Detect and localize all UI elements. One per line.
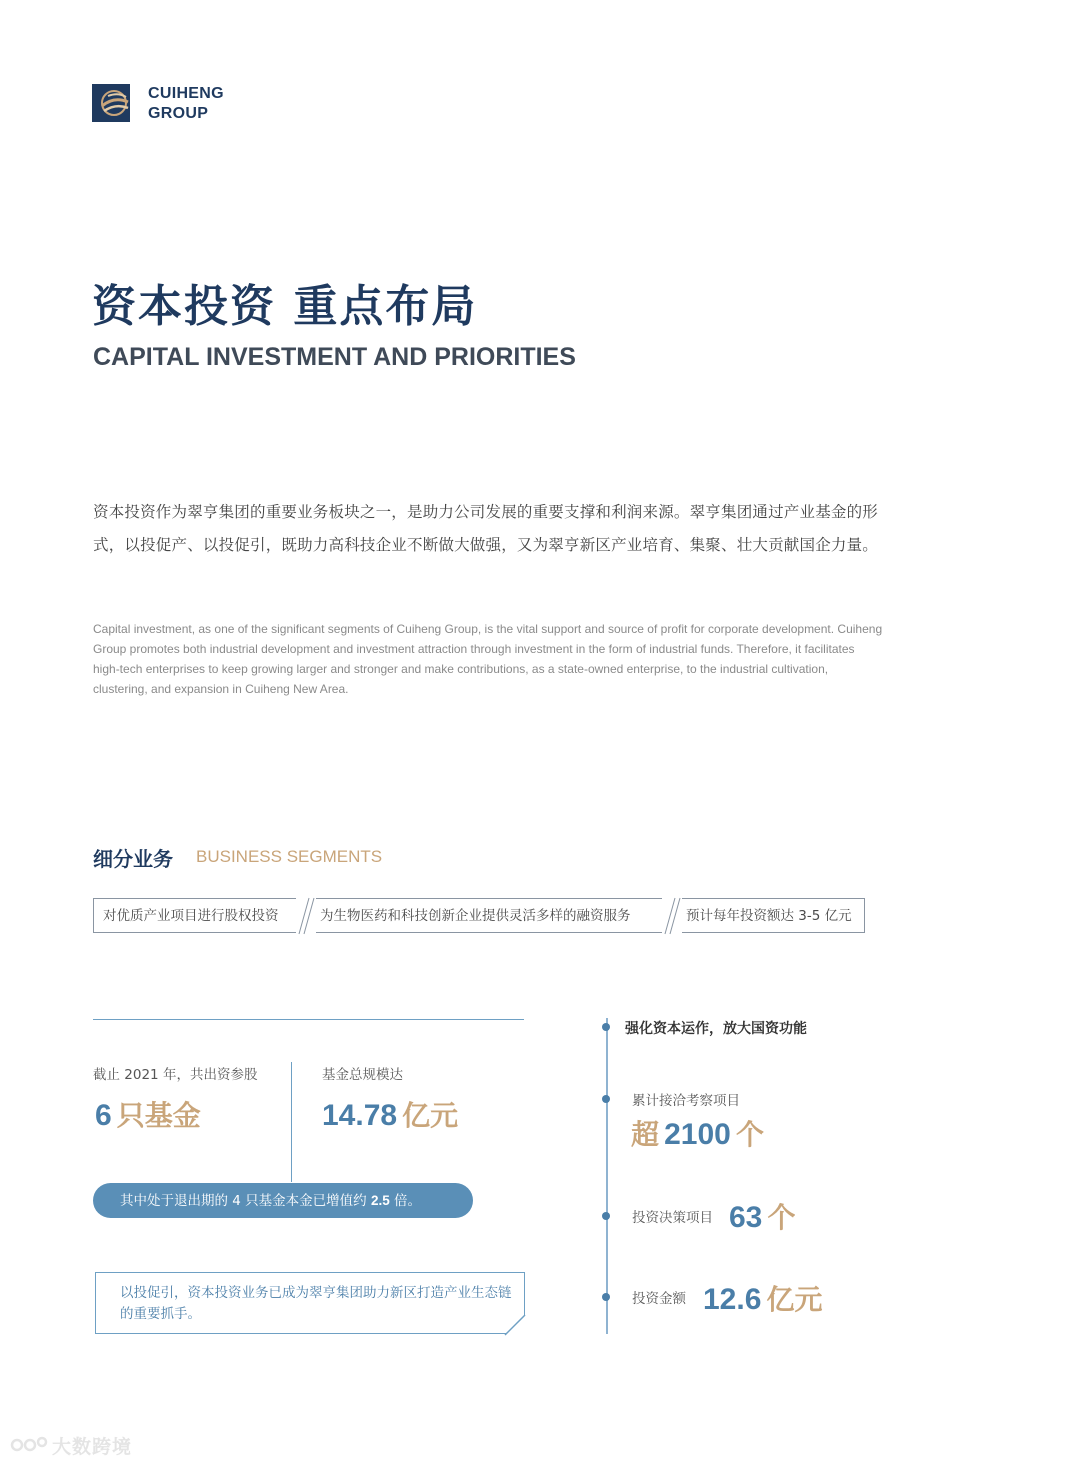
timeline-dot-2 <box>602 1212 610 1220</box>
note-text: 以投促引，资本投资业务已成为翠亨集团助力新区打造产业生态链的重要抓手。 <box>120 1285 512 1322</box>
timeline-unit-3: 亿元 <box>766 1283 823 1316</box>
pill-text-pre: 其中处于退出期的 4 只基金本金已增值约 <box>120 1193 371 1209</box>
funds-label: 截止 2021 年，共出资参股 <box>93 1067 258 1083</box>
timeline-dot-heading <box>602 1023 610 1031</box>
timeline-value-3 <box>703 1278 823 1318</box>
page-title-cn: 资本投资 重点布局 <box>92 281 478 332</box>
stats-top-rule <box>93 1019 524 1020</box>
timeline-dot-3 <box>602 1293 610 1301</box>
segment-tag-3: 预计每年投资额达 3-5 亿元 <box>676 898 865 933</box>
timeline-unit-1: 个 <box>735 1118 764 1151</box>
globe-logo-icon <box>92 84 130 122</box>
timeline-value-1 <box>631 1113 764 1153</box>
scale-value <box>322 1094 458 1134</box>
exit-funds-pill <box>93 1183 473 1218</box>
segment-tag-1: 对优质产业项目进行股权投资 <box>93 898 304 933</box>
funds-value <box>95 1094 201 1134</box>
timeline-label-3: 投资金额 <box>632 1291 686 1307</box>
funds-unit: 只基金 <box>116 1099 201 1132</box>
page-title-en: CAPITAL INVESTMENT AND PRIORITIES <box>93 343 576 371</box>
scale-label: 基金总规模达 <box>322 1067 403 1083</box>
watermark-text: 大数跨境 <box>52 1436 133 1458</box>
stats-column-divider <box>291 1062 292 1182</box>
funds-number: 6 <box>95 1099 112 1132</box>
timeline-label-2: 投资决策项目 <box>632 1210 713 1226</box>
timeline-prefix-1: 超 <box>631 1118 660 1151</box>
intro-paragraph-en: Capital investment, as one of the significant segments of Cuiheng Group, is the vital support and source of profit for corporate development. Cuiheng Group promotes both industrial development and investment attraction through investment in the form of industrial funds. Therefore, it facilitates high-tech enterprises to keep growing larger and stronger and make contributions, as a state-owned enterprise, to the industrial cultivation, clustering, and expansion in Cuiheng New Area. <box>93 622 883 696</box>
scale-number: 14.78 <box>322 1099 398 1132</box>
intro-paragraph-cn: 资本投资作为翠亨集团的重要业务板块之一，是助力公司发展的重要支撑和利润来源。翠亨集团通过产业基金的形式，以投促产、以投促引，既助力高科技企业不断做大做强，又为翠亨新区产业培育、集聚、壮大贡献国企力量。 <box>93 503 879 554</box>
brand-line-1: CUIHENG <box>148 85 224 102</box>
brand-line-2: GROUP <box>148 105 209 122</box>
segment-divider-2 <box>662 896 682 936</box>
segments-heading-cn: 细分业务 <box>93 847 173 871</box>
timeline-number-2: 63 <box>729 1201 763 1234</box>
timeline-value-2 <box>729 1196 795 1236</box>
brand-name <box>148 84 224 124</box>
timeline-label-1: 累计接洽考察项目 <box>632 1093 740 1109</box>
scale-unit: 亿元 <box>402 1099 459 1132</box>
timeline-number-3: 12.6 <box>703 1283 762 1316</box>
watermark <box>10 1432 132 1461</box>
segments-heading-en: BUSINESS SEGMENTS <box>196 847 383 866</box>
timeline-unit-2: 个 <box>767 1201 796 1234</box>
logo-mark <box>92 84 130 122</box>
timeline-number-1: 2100 <box>664 1118 731 1151</box>
timeline-dot-1 <box>602 1095 610 1103</box>
segment-divider-1 <box>296 896 316 936</box>
timeline-line <box>606 1018 608 1334</box>
timeline-heading: 强化资本运作，放大国资功能 <box>625 1021 807 1037</box>
pill-text-post: 倍。 <box>389 1193 422 1209</box>
segment-tag-2: 为生物医药和科技创新企业提供灵活多样的融资服务 <box>310 898 672 933</box>
watermark-logo-icon <box>10 1434 48 1461</box>
pill-value: 2.5 <box>370 1193 390 1208</box>
